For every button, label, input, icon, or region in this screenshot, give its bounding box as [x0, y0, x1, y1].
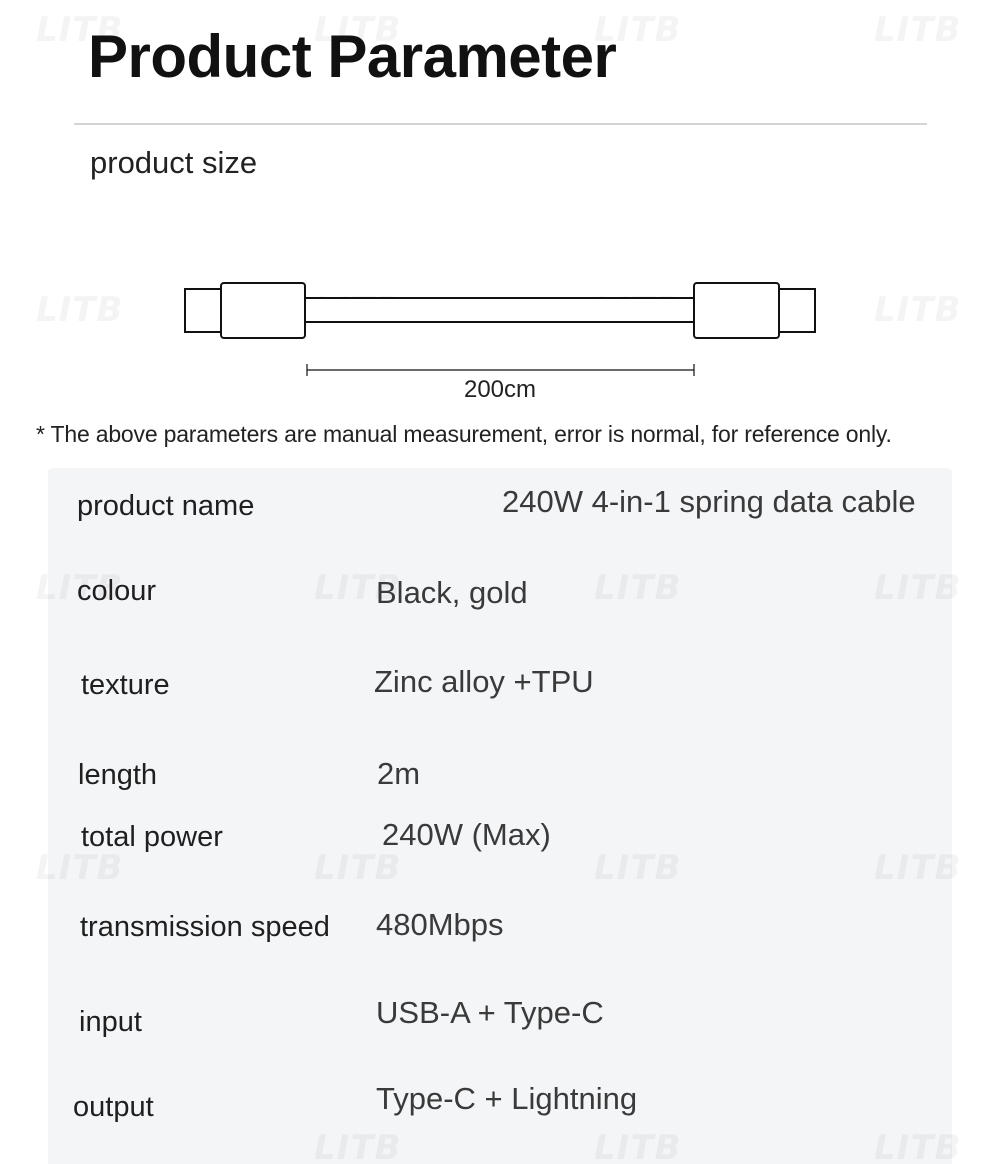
spec-value-output: Type-C + Lightning [376, 1081, 638, 1116]
watermark [314, 848, 401, 888]
spec-label-product-name: product name [77, 490, 255, 522]
spec-value-product-name: 240W 4-in-1 spring data cable [502, 484, 916, 519]
right-connector-housing [694, 283, 779, 338]
watermark [594, 568, 681, 608]
spec-value-length: 2m [377, 756, 421, 791]
watermark [36, 848, 123, 888]
page-title: Product Parameter [88, 23, 617, 90]
spec-label-colour: colour [77, 575, 156, 607]
watermark [874, 290, 961, 330]
spec-label-total-power: total power [81, 821, 223, 853]
watermark [874, 1128, 961, 1164]
measurement-note: * The above parameters are manual measurement, error is normal, for reference only. [36, 421, 892, 447]
watermark [36, 290, 123, 330]
spec-label-transmission-speed: transmission speed [80, 911, 330, 943]
spec-value-total-power: 240W (Max) [382, 817, 551, 852]
left-connector-housing [221, 283, 305, 338]
spec-value-input: USB-A + Type-C [376, 995, 604, 1030]
watermark [314, 290, 401, 330]
spec-label-texture: texture [81, 669, 170, 701]
spec-label-output: output [73, 1091, 154, 1123]
section-subtitle: product size [90, 145, 258, 180]
spec-label-length: length [78, 759, 158, 791]
watermark [594, 1128, 681, 1164]
watermark [594, 848, 681, 888]
watermark [594, 290, 681, 330]
cable-body [305, 298, 695, 322]
watermark [874, 848, 961, 888]
spec-table [48, 468, 952, 1164]
spec-value-texture: Zinc alloy +TPU [374, 664, 594, 699]
watermark [314, 1128, 401, 1164]
watermark [874, 10, 961, 50]
spec-value-transmission-speed: 480Mbps [376, 907, 504, 942]
left-plug-tip [185, 289, 221, 332]
title-divider [74, 123, 927, 125]
watermark [874, 568, 961, 608]
right-plug-tip [779, 289, 815, 332]
dimension-label: 200cm [463, 376, 537, 403]
spec-label-input: input [79, 1006, 142, 1038]
spec-value-colour: Black, gold [376, 575, 528, 610]
